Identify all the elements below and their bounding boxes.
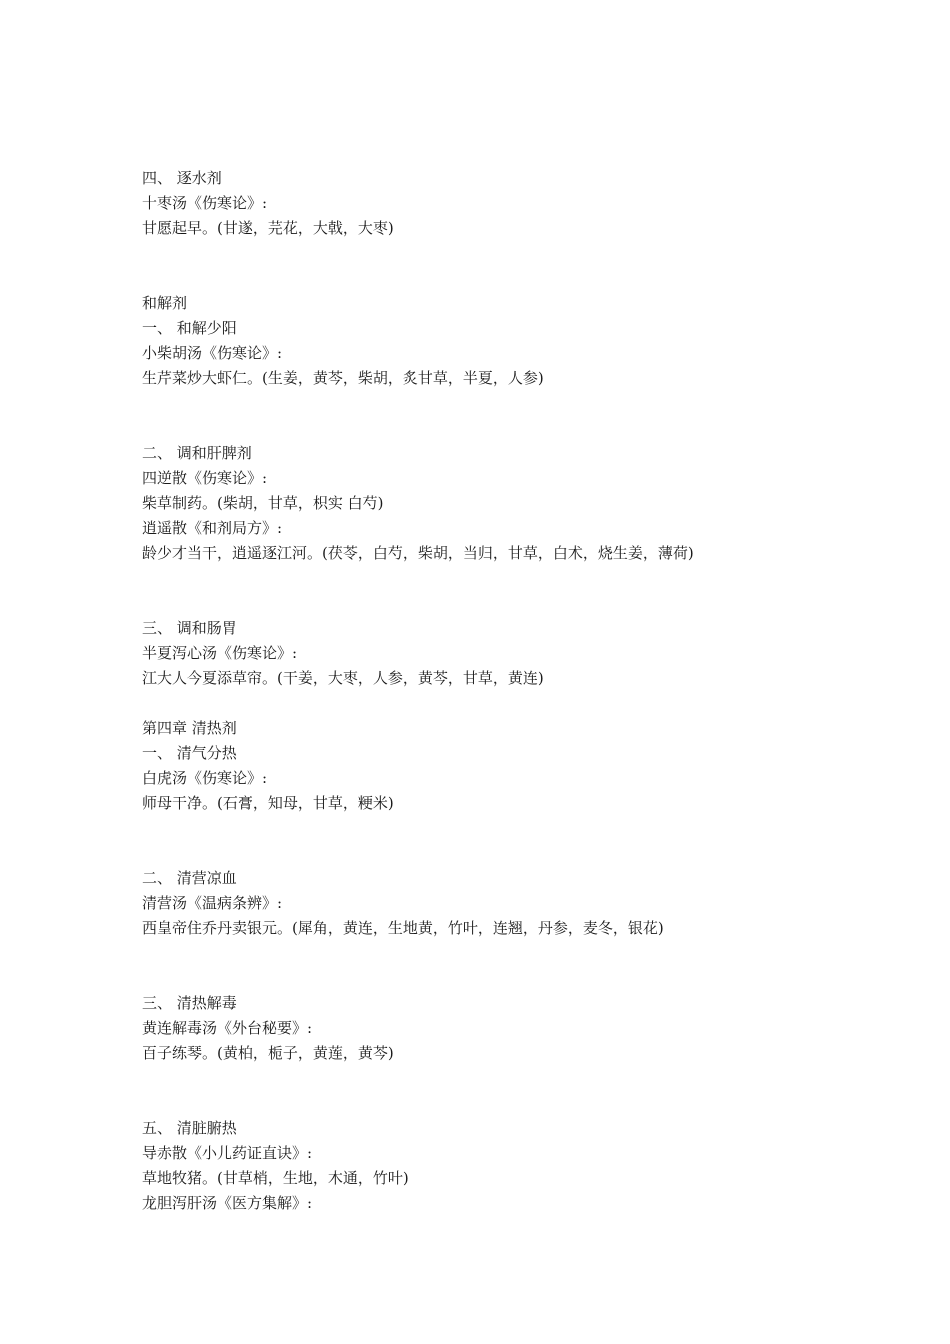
formula-mnemonic: 龄少才当干，逍遥逐江河。(茯苓，白芍，柴胡，当归，甘草，白术，烧生姜，薄荷)	[142, 544, 694, 562]
spacer	[142, 816, 902, 866]
formula-title: 十枣汤《伤寒论》:	[142, 194, 268, 212]
formula-title: 小柴胡汤《伤寒论》:	[142, 344, 283, 362]
section-heading: 一、 和解少阳	[142, 319, 237, 337]
section-heading: 一、 清气分热	[142, 744, 237, 762]
formula-title: 黄连解毒汤《外台秘要》:	[142, 1019, 313, 1037]
spacer	[142, 241, 902, 291]
section-heading: 二、 调和肝脾剂	[142, 444, 252, 462]
formula-title: 逍遥散《和剂局方》:	[142, 519, 283, 537]
section-heading: 五、 清脏腑热	[142, 1119, 237, 1137]
formula-title: 龙胆泻肝汤《医方集解》:	[142, 1194, 313, 1212]
formula-title: 清营汤《温病条辨》:	[142, 894, 283, 912]
formula-mnemonic: 西皇帝住乔丹卖银元。(犀角，黄连，生地黄，竹叶，连翘，丹参，麦冬，银花)	[142, 919, 664, 937]
formula-mnemonic: 草地牧猪。(甘草梢，生地，木通，竹叶)	[142, 1169, 409, 1187]
formula-mnemonic: 江大人今夏添草帘。(干姜，大枣，人参，黄芩，甘草，黄连)	[142, 669, 544, 687]
document-body	[142, 166, 902, 1216]
formula-title: 导赤散《小儿药证直诀》:	[142, 1144, 313, 1162]
section-heading: 三、 清热解毒	[142, 994, 237, 1012]
spacer	[142, 1066, 902, 1116]
spacer	[142, 941, 902, 991]
formula-title: 四逆散《伤寒论》:	[142, 469, 268, 487]
spacer	[142, 566, 902, 616]
formula-title: 白虎汤《伤寒论》:	[142, 769, 268, 787]
spacer	[142, 391, 902, 441]
section-heading: 四、 逐水剂	[142, 169, 222, 187]
section-heading: 二、 清营凉血	[142, 869, 237, 887]
spacer	[142, 691, 902, 716]
formula-mnemonic: 师母干净。(石膏，知母，甘草，粳米)	[142, 794, 394, 812]
formula-mnemonic: 柴草制药。(柴胡，甘草，枳实 白芍)	[142, 494, 384, 512]
formula-mnemonic: 甘愿起早。(甘遂，芫花，大戟，大枣)	[142, 219, 394, 237]
formula-mnemonic: 百子练琴。(黄柏，栀子，黄莲，黄芩)	[142, 1044, 394, 1062]
section-heading: 三、 调和肠胃	[142, 619, 237, 637]
category-title: 和解剂	[142, 294, 188, 312]
formula-mnemonic: 生芹菜炒大虾仁。(生姜，黄芩，柴胡，炙甘草，半夏，人参)	[142, 369, 544, 387]
formula-title: 半夏泻心汤《伤寒论》:	[142, 644, 298, 662]
chapter-title: 第四章 清热剂	[142, 719, 237, 737]
